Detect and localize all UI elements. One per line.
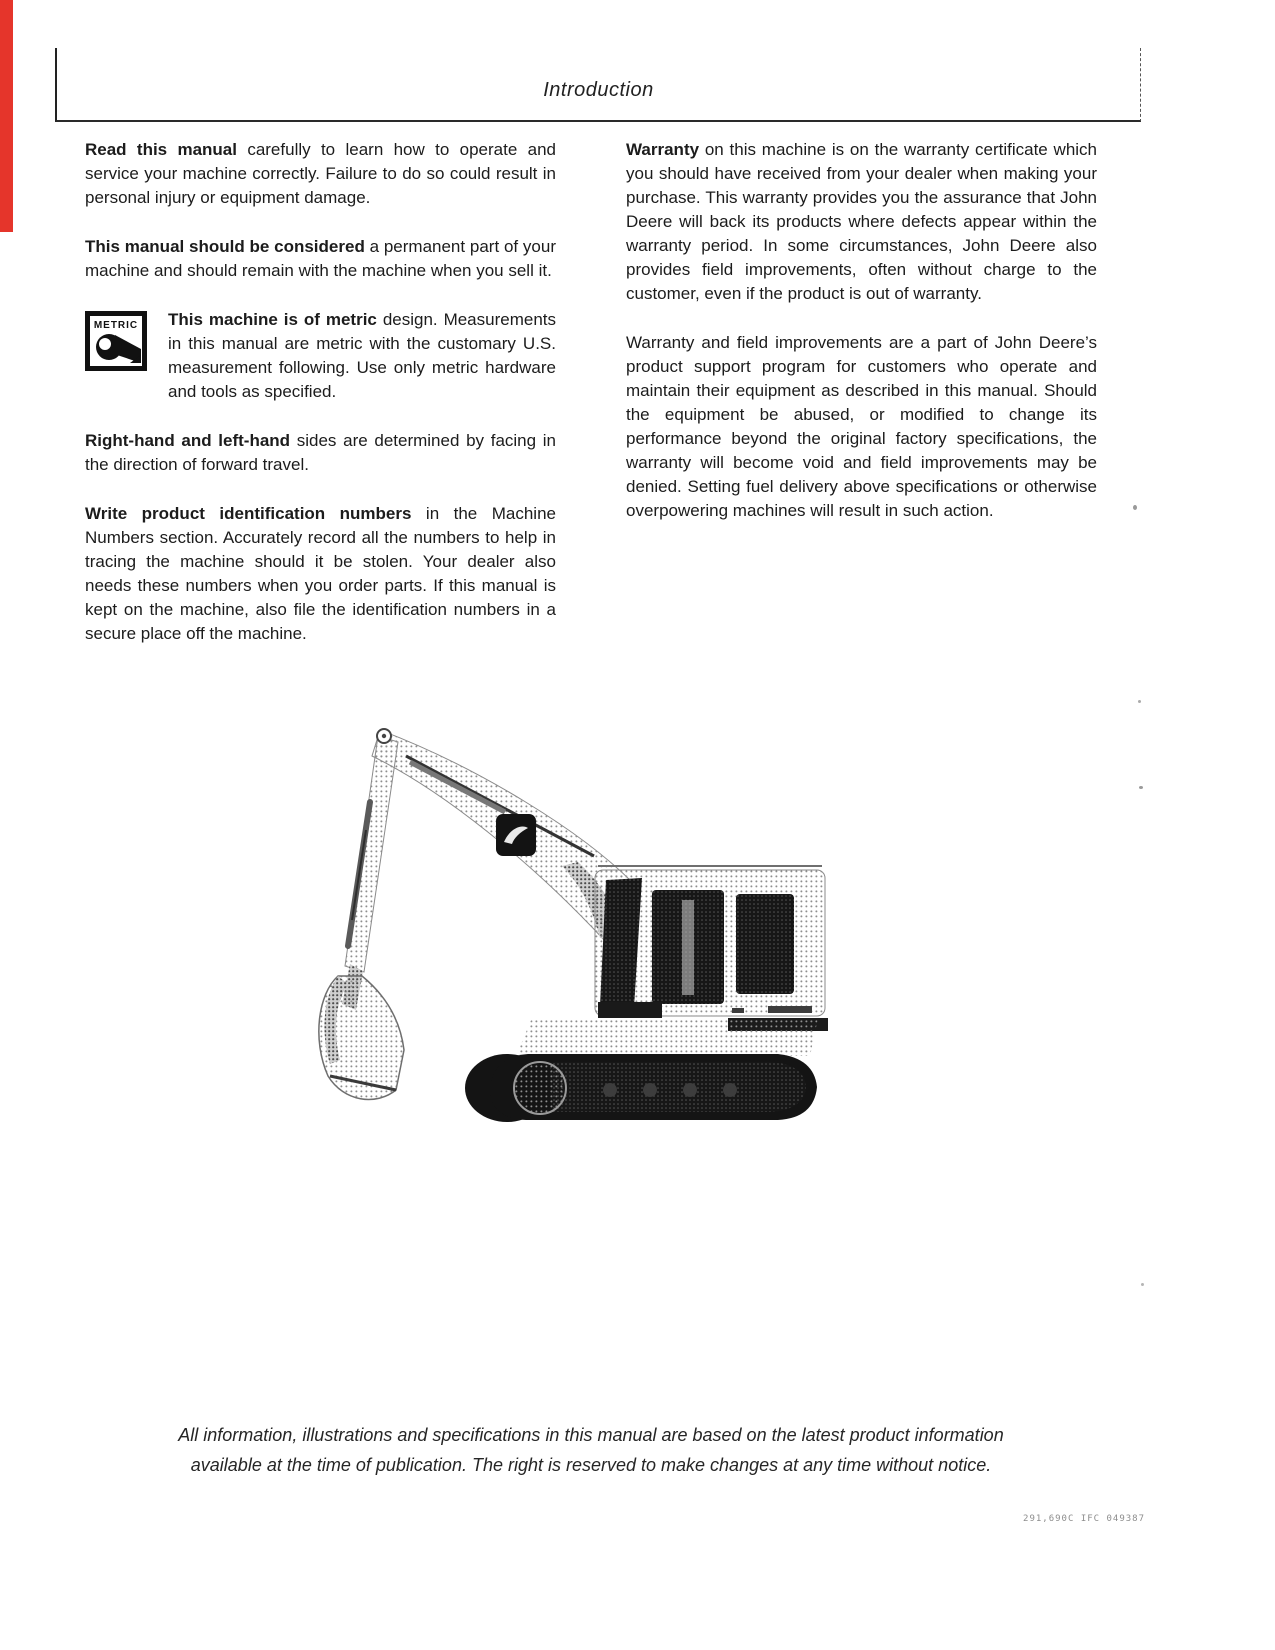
paragraph-text: in the Machine Numbers section. Accurately record all the numbers to help in tracing the machine should it be stolen. Your dealer also needs these numbers when you order parts. If this manual is kept on the machine, also file the identification numbers in a secure place off the machine. xyxy=(85,504,556,643)
paragraph-lead: This manual should be considered xyxy=(85,237,365,256)
left-column xyxy=(85,138,556,671)
page-edge-red-tab xyxy=(0,0,13,232)
document-print-code: 291,690C IFC 049387 xyxy=(1023,1514,1145,1524)
scan-speck xyxy=(1139,786,1143,789)
paragraph-lead: Warranty xyxy=(626,140,700,159)
paragraph-text: carefully to learn how to operate and service your machine correctly. Failure to do so could result in personal injury or equipment damage. xyxy=(85,140,556,207)
publication-disclaimer xyxy=(85,1420,1097,1480)
page-header xyxy=(55,48,1141,122)
paragraph-text: design. Measurements in this manual are metric with the customary U.S. measurement following. Use only metric hardware and tools as specified. xyxy=(168,310,557,401)
paragraph-machine-is-metric xyxy=(168,308,556,404)
metric-note xyxy=(85,308,556,404)
disclaimer-line-2: available at the time of publication. The right is reserved to make changes at any time without notice. xyxy=(190,1455,992,1475)
paragraph-lead: Write product identification numbers xyxy=(85,504,412,523)
paragraph-text: sides are determined by facing in the direction of forward travel. xyxy=(85,431,556,474)
paragraph-warranty xyxy=(626,138,1097,306)
disclaimer-line-1: All information, illustrations and specifications in this manual are based on the latest product information xyxy=(178,1425,1004,1445)
paragraph-warranty-field-improvements xyxy=(626,331,1097,523)
two-column-body xyxy=(85,138,1097,671)
paragraph-text: on this machine is on the warranty certificate which you should have received from your dealer when making your purchase. This warranty provides you the assurance that John Deere will back its products where defects appear within the warranty period. In some circumstances, John Deere also provides field improvements, often without charge to the customer, even if the product is out of warranty. xyxy=(626,140,1097,303)
right-column xyxy=(626,138,1097,671)
paragraph-text: Warranty and field improvements are a part of John Deere’s product support program for customers who operate and maintain their equipment as described in this manual. Should the equipment be abused, or modified to change its performance beyond the original factory specifications, the warranty will become void and field improvements may be denied. Setting fuel delivery above specifications or otherwise overpowering machines will result in such action. xyxy=(626,333,1097,520)
metric-wrench-icon xyxy=(85,308,147,404)
scan-speck xyxy=(1138,700,1141,703)
paragraph-product-id-numbers xyxy=(85,502,556,646)
paragraph-manual-permanent-part xyxy=(85,235,556,283)
john-deere-excavator-illustration xyxy=(300,710,855,1125)
scan-speck xyxy=(1141,1283,1144,1286)
paragraph-lead: This machine is of metric xyxy=(168,310,377,329)
paragraph-lead: Right-hand and left-hand xyxy=(85,431,291,450)
page-title: Introduction xyxy=(543,78,654,101)
svg-text:METRIC: METRIC xyxy=(93,320,139,331)
paragraph-read-this-manual xyxy=(85,138,556,210)
scan-speck xyxy=(1133,505,1137,510)
paragraph-right-left-hand xyxy=(85,429,556,477)
paragraph-lead: Read this manual xyxy=(85,140,237,159)
paragraph-text: a permanent part of your machine and should remain with the machine when you sell it. xyxy=(85,237,556,280)
